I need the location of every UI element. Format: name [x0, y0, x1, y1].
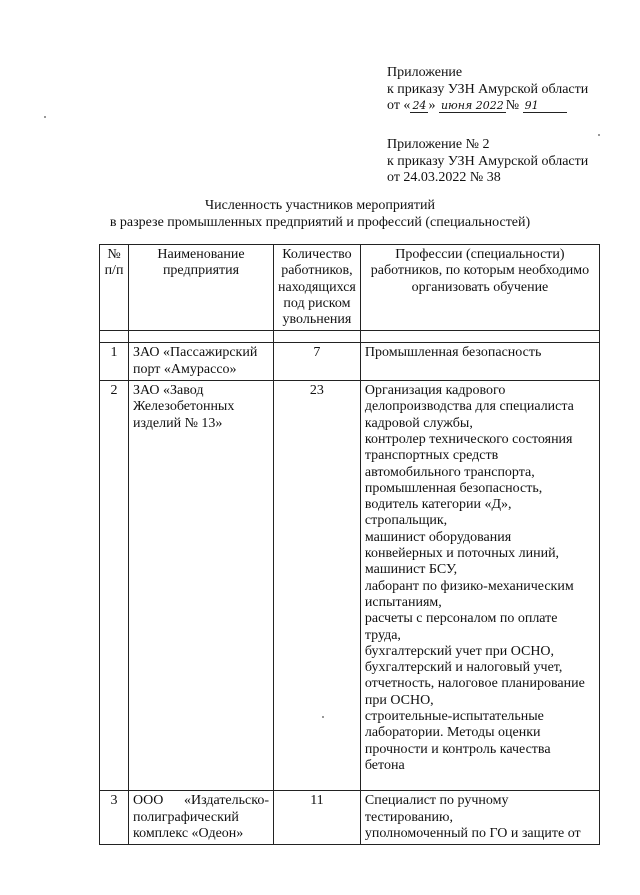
header-company: [129, 245, 274, 331]
company-line: ЗАО «Завод: [133, 383, 204, 399]
handwritten-month-year: июня 2022: [440, 99, 504, 112]
header-count-line: находящихся: [278, 279, 356, 295]
profession-line: машинист оборудования: [364, 529, 512, 545]
title-line2: в разрезе промышленных предприятий и профессий (специальностей): [109, 214, 531, 230]
company-word: ООО: [133, 793, 164, 809]
profession-line: тестированию,: [364, 809, 453, 825]
profession-line: лаборант по физико-механическим: [364, 578, 574, 594]
header-company-line: Наименование: [157, 247, 245, 262]
profession-line: бухгалтерский и налоговый учет,: [364, 660, 563, 676]
company-line: комплекс «Одеон»: [133, 825, 244, 841]
company-line: Железобетонных: [133, 399, 235, 415]
profession-line: кадровой службы,: [364, 415, 473, 431]
profession-line: машинист БСУ,: [364, 562, 458, 578]
header-num: [100, 245, 129, 331]
spacer-cell: [129, 331, 274, 343]
appendix-2-line1: Приложение № 2: [387, 137, 490, 152]
header-num-line: п/п: [104, 263, 124, 279]
profession-line: при ОСНО,: [364, 692, 434, 708]
header-professions: [360, 245, 599, 331]
company-line: изделий № 13»: [133, 415, 223, 431]
header-count-line: Количество: [282, 247, 352, 262]
appendix-2-line3: от 24.03.2022 № 38: [387, 170, 501, 185]
scan-speck: [44, 116, 46, 118]
table-row: [100, 343, 600, 381]
profession-line: Организация кадрового: [364, 383, 506, 399]
profession-line: транспортных средств: [364, 448, 499, 464]
row-professions: [360, 381, 599, 791]
row-count: 11: [274, 791, 361, 845]
profession-line: Специалист по ручному: [364, 793, 509, 809]
profession-line: стропальщик,: [364, 513, 448, 529]
profession-line: контролер технического состояния: [364, 431, 573, 447]
profession-line: конвейерных и поточных линий,: [364, 546, 560, 562]
row-num: 2: [100, 381, 129, 791]
row-company: [129, 791, 274, 845]
profession-line: труда,: [364, 627, 401, 643]
participants-table: [99, 244, 600, 845]
cell-bottom-space: [365, 774, 595, 788]
company-line: ЗАО «Пассажирский: [133, 345, 258, 361]
scan-speck: [598, 134, 600, 136]
profession-line: Промышленная безопасность: [364, 345, 542, 361]
company-word: «Издательско-: [183, 793, 269, 809]
company-line: порт «Амурассо»: [133, 361, 237, 377]
header-count: [274, 245, 361, 331]
row-count: 23: [274, 381, 361, 791]
row-num: 1: [100, 343, 129, 381]
profession-line: делопроизводства для специалиста: [364, 399, 574, 415]
profession-line: лаборатории. Методы оценки: [364, 725, 541, 741]
spacer-cell: [274, 331, 361, 343]
scan-speck: [322, 716, 324, 718]
header-professions-line: работников, по которым необходимо: [370, 263, 590, 279]
header-professions-line: Профессии (специальности): [395, 247, 565, 262]
profession-line: расчеты с персоналом по оплате: [364, 611, 558, 627]
header-company-line: предприятия: [162, 263, 240, 279]
row-count: 7: [274, 343, 361, 381]
title-line1: Численность участников мероприятий: [205, 198, 435, 213]
profession-line: бухгалтерский учет при ОСНО,: [364, 643, 555, 659]
profession-line: отчетность, налоговое планирование: [364, 676, 585, 692]
profession-line: водитель категории «Д»,: [364, 497, 512, 513]
appendix-1-header: [387, 65, 588, 115]
profession-line: строительные-испытательные: [364, 709, 544, 725]
handwritten-number: 91: [523, 99, 567, 113]
appendix-1-line1: Приложение: [387, 65, 463, 80]
profession-line: автомобильного транспорта,: [364, 464, 535, 480]
table-row: [100, 381, 600, 791]
row-professions: [360, 343, 599, 381]
row-company: [129, 343, 274, 381]
profession-line: прочности и контроль качества: [364, 741, 551, 757]
appendix-2-header: [387, 137, 588, 187]
company-line: [133, 793, 269, 809]
date-prefix: от «: [387, 98, 411, 113]
header-count-line: под риском: [283, 295, 351, 311]
table-header-row: [100, 245, 600, 331]
row-num: 3: [100, 791, 129, 845]
number-prefix: №: [505, 98, 520, 113]
company-line: полиграфический: [133, 809, 239, 825]
handwritten-day: 24: [412, 99, 427, 112]
table-spacer-row: [100, 331, 600, 343]
profession-line: бетона: [364, 757, 405, 773]
profession-line: испытаниям,: [364, 594, 442, 610]
appendix-2-line2: к приказу УЗН Амурской области: [387, 153, 589, 169]
header-num-line: №: [107, 247, 121, 262]
document-title: [100, 198, 540, 231]
profession-line: промышленная безопасность,: [364, 480, 543, 496]
spacer-cell: [360, 331, 599, 343]
date-sep: »: [428, 98, 436, 113]
header-count-line: работников,: [281, 263, 353, 279]
row-professions: [360, 791, 599, 845]
spacer-cell: [100, 331, 129, 343]
table-row: [100, 791, 600, 845]
row-company: [129, 381, 274, 791]
header-count-line: увольнения: [282, 312, 352, 328]
appendix-1-date-line: [387, 98, 588, 115]
appendix-1-line2: к приказу УЗН Амурской области: [387, 81, 589, 97]
profession-line: уполномоченный по ГО и защите от: [364, 825, 581, 841]
header-professions-line: организовать обучение: [411, 279, 549, 295]
